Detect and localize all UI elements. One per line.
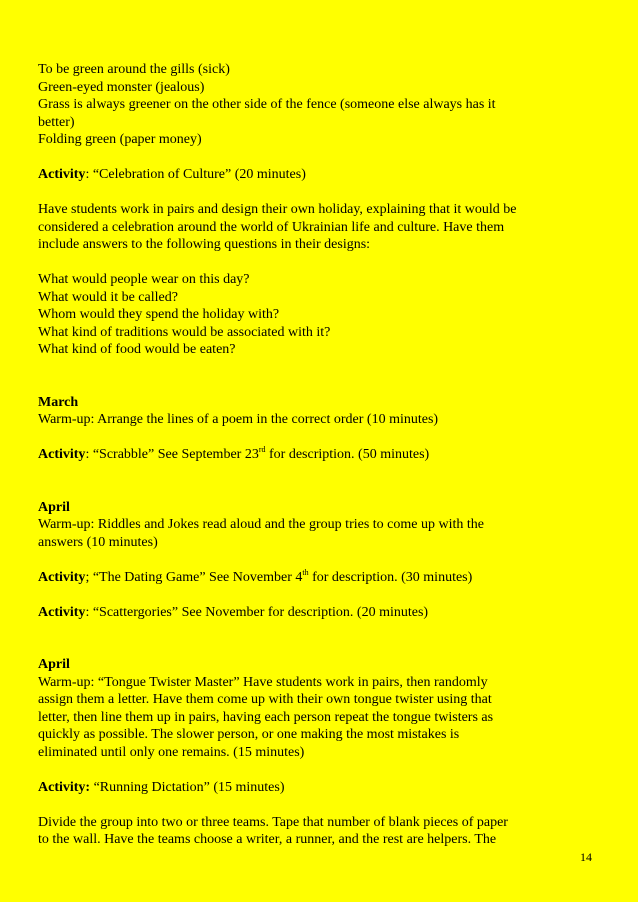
idiom-list: [38, 61, 598, 149]
question-line: What kind of food would be eaten?: [38, 342, 236, 357]
question-list: [38, 271, 598, 359]
paragraph-line: Have students work in pairs and design their own holiday, explaining that it would be: [38, 202, 517, 217]
question-line: What kind of traditions would be associated with it?: [38, 324, 331, 340]
idiom-line: Folding green (paper money): [38, 132, 202, 147]
spacer: [38, 149, 598, 167]
warmup-line: eliminated until only one remains. (15 minutes): [38, 744, 305, 760]
activity-celebration-description: [38, 201, 598, 254]
activity-text: : “Celebration of Culture” (20 minutes): [85, 167, 306, 182]
april-section-1: [38, 499, 598, 622]
question-line: Whom would they spend the holiday with?: [38, 307, 280, 322]
activity-text: for description. (50 minutes): [265, 447, 430, 462]
activity-dating-game: [38, 569, 598, 587]
ordinal-suffix: rd: [258, 445, 266, 454]
spacer: [38, 464, 598, 499]
activity-label: Activity: [38, 569, 86, 585]
idiom-line: Grass is always greener on the other side of the fence (someone else always has it: [38, 97, 496, 112]
question-line: What would it be called?: [38, 289, 178, 305]
warmup-line: answers (10 minutes): [38, 534, 158, 550]
question-line: What would people wear on this day?: [38, 272, 250, 287]
activity-label: Activity: [38, 167, 86, 182]
spacer: [38, 551, 598, 569]
activity-scattergories: [38, 604, 598, 622]
warmup-line: Warm-up: Riddles and Jokes read aloud and the group tries to come up with the: [38, 517, 484, 532]
activity-running-dictation: [38, 779, 598, 797]
paragraph-line: Divide the group into two or three teams. Tape that number of blank pieces of paper: [38, 814, 508, 830]
spacer: [38, 429, 598, 447]
paragraph-line: include answers to the following questions in their designs:: [38, 237, 371, 252]
activity-text: ; “The Dating Game” See November 4: [85, 569, 303, 585]
activity-label: Activity: [38, 604, 86, 620]
warmup-line: quickly as possible. The slower person, or one making the most mistakes is: [38, 727, 460, 742]
activity-celebration-heading: [38, 166, 598, 184]
idiom-line: To be green around the gills (sick): [38, 62, 230, 77]
paragraph-line: considered a celebration around the world of Ukrainian life and culture. Have them: [38, 219, 505, 235]
activity-text: “Running Dictation” (15 minutes): [90, 779, 285, 795]
page-number: 14: [580, 850, 592, 864]
activity-text: : “Scattergories” See November for description. (20 minutes): [85, 604, 429, 620]
spacer: [38, 796, 598, 814]
activity-label: Activity:: [38, 779, 91, 795]
activity-text: for description. (30 minutes): [308, 569, 473, 585]
section-heading-april: April: [38, 499, 70, 515]
activity-label: Activity: [38, 447, 86, 462]
spacer: [38, 586, 598, 604]
warmup-line: Warm-up: Arrange the lines of a poem in the correct order (10 minutes): [38, 412, 439, 427]
section-heading-march: March: [38, 394, 79, 410]
warmup-line: letter, then line them up in pairs, having each person repeat the tongue twisters as: [38, 709, 494, 725]
paragraph-line: to the wall. Have the teams choose a writer, a runner, and the rest are helpers. The: [38, 832, 497, 847]
activity-text: : “Scrabble” See September 23: [85, 447, 259, 462]
warmup-line: Warm-up: “Tongue Twister Master” Have students work in pairs, then randomly: [38, 674, 488, 690]
spacer: [38, 184, 598, 202]
warmup-line: assign them a letter. Have them come up with their own tongue twister using that: [38, 692, 492, 707]
spacer: [38, 359, 598, 394]
document-page: [38, 61, 598, 849]
section-heading-april: April: [38, 657, 70, 672]
march-section: [38, 394, 598, 464]
april-section-2: [38, 656, 598, 849]
spacer: [38, 761, 598, 779]
activity-scrabble: [38, 446, 598, 464]
spacer: [38, 621, 598, 656]
idiom-line: better): [38, 114, 75, 130]
idiom-line: Green-eyed monster (jealous): [38, 79, 205, 95]
spacer: [38, 254, 598, 272]
ordinal-suffix: th: [302, 567, 309, 577]
